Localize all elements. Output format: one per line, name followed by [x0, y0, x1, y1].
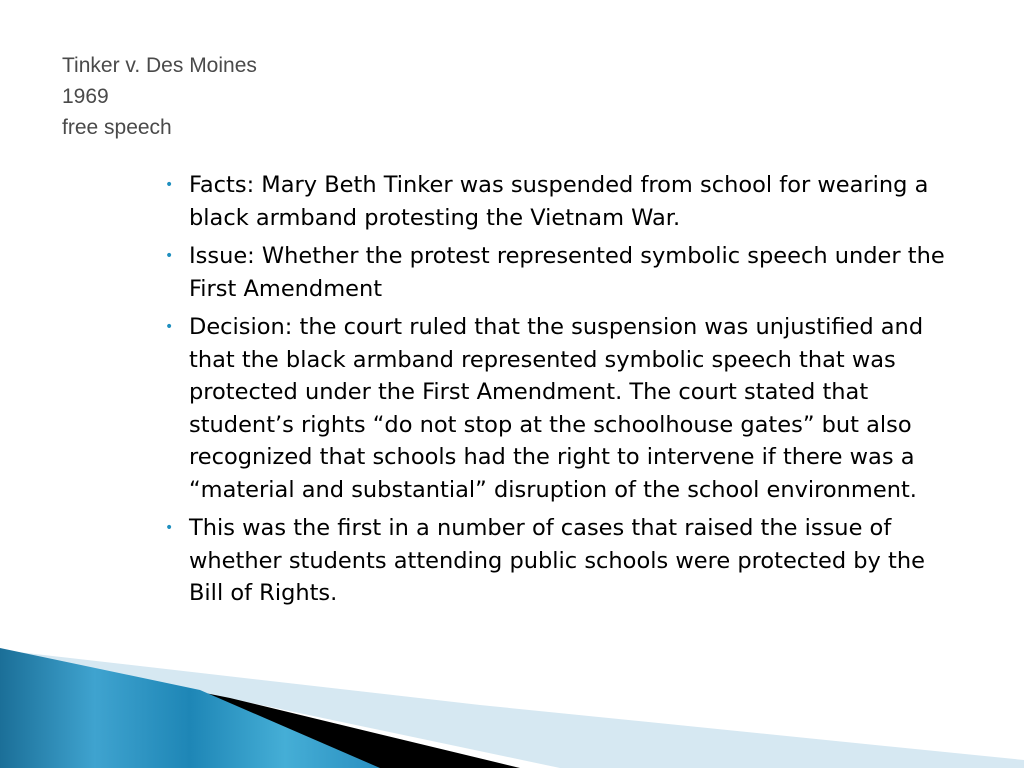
- bullet-dot-icon: •: [165, 177, 174, 193]
- bullet-dot-icon: •: [165, 319, 174, 335]
- bullet-text: This was the first in a number of cases that raised the issue of whether students attending public schools were protected by the Bill of Rights.: [189, 515, 925, 606]
- title-year: 1969: [62, 85, 109, 108]
- bullet-text: Issue: Whether the protest represented symbolic speech under the First Amendment: [189, 243, 945, 302]
- bullet-dot-icon: •: [165, 520, 174, 536]
- bullet-dot-icon: •: [165, 248, 174, 264]
- bullet-text: Decision: the court ruled that the suspension was unjustified and that the black armband represented symbolic speech that was protected under the First Amendment. The court stated that student’s rights “do not stop at the schoolhouse gates” but also recognized that schools had the right to intervene if there was a “material and substantial” disruption of the school environment.: [189, 314, 924, 503]
- bullet-text: Facts: Mary Beth Tinker was suspended from school for wearing a black armband protesting the Vietnam War.: [189, 172, 929, 231]
- title-topic: free speech: [62, 116, 172, 139]
- title-case-name: Tinker v. Des Moines: [62, 54, 257, 77]
